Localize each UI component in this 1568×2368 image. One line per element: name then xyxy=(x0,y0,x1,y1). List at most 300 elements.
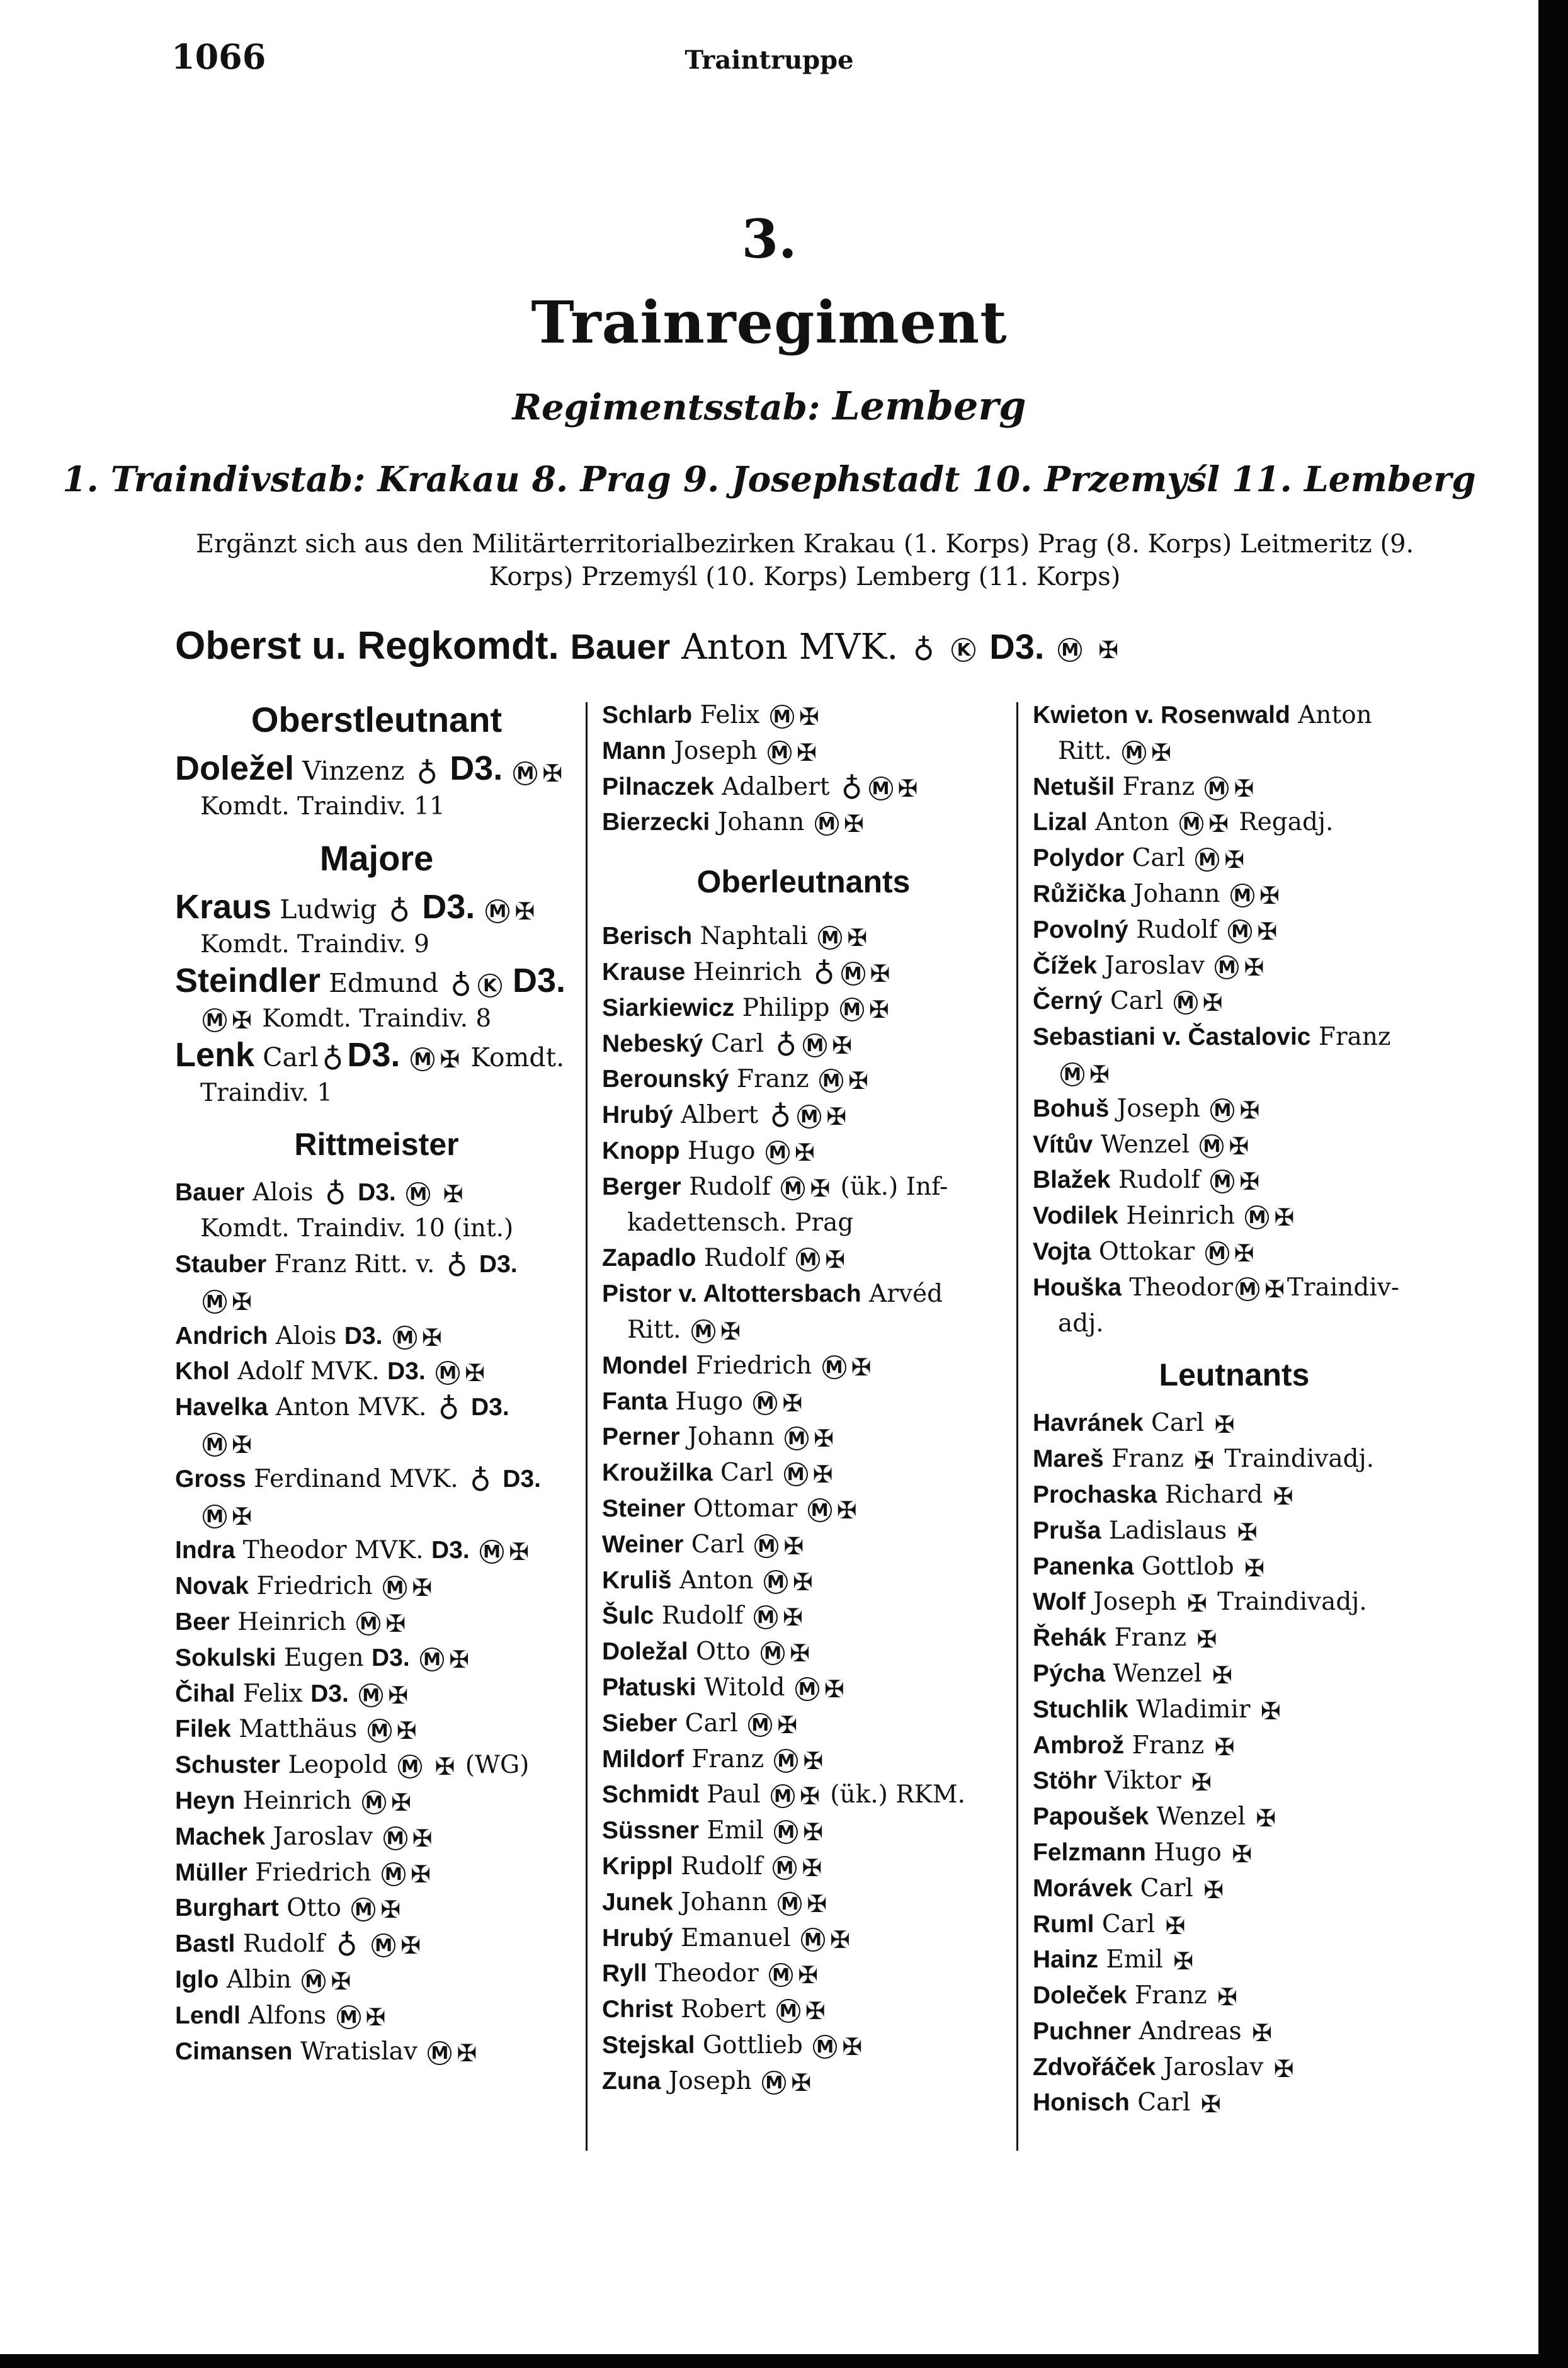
list-item: Bauer Alois ♁ D3. M ✠ xyxy=(175,1177,463,1212)
m-badge-icon: M xyxy=(764,1570,788,1594)
regimentsstab-line xyxy=(0,383,1538,429)
cross-icon: ✠ xyxy=(1234,774,1254,802)
cross-icon: ✠ xyxy=(465,1359,485,1387)
list-item: Mann Joseph M ✠ xyxy=(602,736,817,766)
list-item: Kwieton v. Rosenwald Anton xyxy=(1033,701,1372,729)
list-item-continuation: Komdt. Traindiv. 9 xyxy=(200,930,429,959)
list-item: Bohuš Joseph M ✠ xyxy=(1033,1094,1260,1124)
list-item: Junek Johann M ✠ xyxy=(602,1887,827,1918)
list-item: Heyn Heinrich M ✠ xyxy=(175,1786,411,1816)
m-badge-icon: M xyxy=(302,1969,326,1993)
list-item: Hrubý Emanuel M ✠ xyxy=(602,1923,850,1954)
cross-icon: ✠ xyxy=(1273,1482,1293,1510)
m-badge-icon: M xyxy=(776,1999,800,2023)
cross-icon: ✠ xyxy=(1186,1590,1207,1618)
cross-icon: ✠ xyxy=(836,1496,857,1524)
m-badge-icon: M xyxy=(768,741,792,765)
medal-icon: ♁ xyxy=(416,756,438,790)
medal-icon: ♁ xyxy=(912,632,935,667)
regiment-heading: Trainregiment xyxy=(531,288,1008,356)
m-badge-icon: M xyxy=(818,926,842,950)
cross-icon: ✠ xyxy=(1257,917,1278,945)
m-badge-icon: M xyxy=(840,998,864,1022)
cross-icon: ✠ xyxy=(385,1609,406,1637)
list-item: Bierzecki Johann M ✠ xyxy=(602,808,864,838)
m-badge-icon: M xyxy=(1200,1134,1224,1158)
cross-icon: ✠ xyxy=(410,1860,431,1888)
cross-icon: ✠ xyxy=(826,1103,847,1131)
m-badge-icon: M xyxy=(406,1182,430,1206)
list-item-continuation: Traindiv. 1 xyxy=(200,1078,332,1107)
list-item: Pýcha Wenzel ✠ xyxy=(1033,1659,1232,1689)
commander-line xyxy=(175,623,1121,668)
list-item: Doležel Vinzenz ♁ D3. M ✠ xyxy=(175,749,563,790)
list-item: Řehák Franz ✠ xyxy=(1033,1624,1217,1654)
list-item-continuation xyxy=(175,1498,578,1534)
cross-icon: ✠ xyxy=(807,1889,827,1918)
list-item: Bastl Rudolf ♁ M ✠ xyxy=(175,1928,421,1963)
cross-icon: ✠ xyxy=(796,738,817,766)
m-badge-icon: M xyxy=(762,2071,786,2095)
cross-icon: ✠ xyxy=(783,1603,803,1632)
m-badge-icon: M xyxy=(1230,884,1254,908)
column-1 xyxy=(175,698,578,2069)
m-badge-icon: M xyxy=(769,1963,793,1987)
k-badge-icon: K xyxy=(952,638,975,662)
m-badge-icon: M xyxy=(801,1928,825,1952)
list-item: Sokulski Eugen D3. M ✠ xyxy=(175,1643,469,1673)
section-heading-oberstleutnant: Oberstleutnant xyxy=(251,700,503,739)
cross-icon: ✠ xyxy=(390,1788,411,1816)
cross-icon: ✠ xyxy=(798,703,819,731)
medal-icon: ♁ xyxy=(813,956,835,991)
list-item: Zuna Joseph M ✠ xyxy=(602,2066,812,2097)
list-item: Vodilek Heinrich M ✠ xyxy=(1033,1202,1295,1232)
m-badge-icon: M xyxy=(797,1105,821,1129)
list-item-continuation: Ritt. M ✠ xyxy=(627,1315,741,1345)
cross-icon: ✠ xyxy=(803,1746,824,1775)
cross-icon: ✠ xyxy=(1244,1554,1264,1582)
list-item-continuation: Ritt. M ✠ xyxy=(1058,736,1171,766)
m-badge-icon: M xyxy=(1179,812,1203,836)
list-item: Filek Matthäus M ✠ xyxy=(175,1715,417,1745)
k-badge-icon: K xyxy=(478,974,502,998)
m-badge-icon: M xyxy=(362,1790,386,1814)
list-item: Mareš Franz ✠ Traindivadj. xyxy=(1033,1445,1375,1475)
m-badge-icon: M xyxy=(1174,991,1198,1015)
list-item: Nebeský Carl ♁ M ✠ xyxy=(602,1028,853,1062)
list-item: Stejskal Gottlieb M ✠ xyxy=(602,2030,863,2061)
cross-icon: ✠ xyxy=(851,1353,872,1381)
m-badge-icon: M xyxy=(1215,955,1239,979)
m-badge-icon: M xyxy=(1060,1062,1084,1086)
traindivstab-line: 1. Traindivstab: Krakau 8. Prag 9. Josephstadt 10. Przemyśl 11. Lemberg xyxy=(62,458,1476,499)
cross-icon: ✠ xyxy=(868,995,889,1023)
m-badge-icon: M xyxy=(383,1576,407,1600)
cross-icon: ✠ xyxy=(792,1568,813,1596)
medal-icon: ♁ xyxy=(389,894,411,929)
medal-icon: ♁ xyxy=(775,1028,797,1062)
section-heading-leutnants: Leutnants xyxy=(1159,1357,1310,1393)
list-item: Schmidt Paul M ✠ (ük.) RKM. xyxy=(602,1780,966,1811)
cross-icon: ✠ xyxy=(232,1006,252,1034)
list-item: Khol Adolf MVK. D3. M ✠ xyxy=(175,1357,485,1387)
m-badge-icon: M xyxy=(774,1820,798,1844)
m-badge-icon: M xyxy=(771,1784,795,1808)
cross-icon: ✠ xyxy=(824,1675,844,1703)
list-item: Vojta Ottokar M ✠ xyxy=(1033,1237,1254,1267)
cross-icon: ✠ xyxy=(802,1853,822,1882)
cross-icon: ✠ xyxy=(1200,2090,1221,2119)
m-badge-icon: M xyxy=(420,1648,444,1671)
m-badge-icon: M xyxy=(774,1749,798,1773)
m-badge-icon: M xyxy=(770,705,794,729)
m-badge-icon: M xyxy=(368,1719,392,1743)
list-item: Morávek Carl ✠ xyxy=(1033,1874,1224,1904)
list-item: Polydor Carl M ✠ xyxy=(1033,844,1245,874)
list-item-continuation: Komdt. Traindiv. 11 xyxy=(200,792,445,821)
list-item-continuation: adj. xyxy=(1058,1309,1104,1338)
list-item: Beer Heinrich M ✠ xyxy=(175,1607,406,1637)
cross-icon: ✠ xyxy=(812,1460,833,1489)
cross-icon: ✠ xyxy=(783,1532,804,1560)
list-item: Puchner Andreas ✠ xyxy=(1033,2017,1272,2047)
m-badge-icon: M xyxy=(748,1713,772,1737)
list-item: Panenka Gottlob ✠ xyxy=(1033,1552,1264,1582)
section-heading-majore: Majore xyxy=(319,838,434,878)
list-item: Berisch Naphtali M ✠ xyxy=(602,922,868,952)
m-badge-icon: M xyxy=(436,1361,460,1385)
list-item: Zdvořáček Jaroslav ✠ xyxy=(1033,2052,1294,2083)
cross-icon: ✠ xyxy=(1089,1060,1110,1088)
list-item: Šulc Rudolf M ✠ xyxy=(602,1602,803,1632)
cross-icon: ✠ xyxy=(440,1045,460,1074)
list-item: Kroužilka Carl M ✠ xyxy=(602,1459,833,1489)
cross-icon: ✠ xyxy=(805,1997,826,2025)
list-item: Stöhr Viktor ✠ xyxy=(1033,1767,1212,1797)
list-item: Gross Ferdinand MVK. ♁ D3. xyxy=(175,1463,541,1498)
m-badge-icon: M xyxy=(796,1248,820,1272)
m-badge-icon: M xyxy=(1210,1098,1234,1122)
list-item: Ruml Carl ✠ xyxy=(1033,1910,1186,1940)
cross-icon: ✠ xyxy=(825,1246,846,1274)
cross-icon: ✠ xyxy=(412,1574,433,1602)
m-badge-icon: M xyxy=(356,1612,380,1636)
cross-icon: ✠ xyxy=(1273,2054,1294,2083)
m-badge-icon: M xyxy=(773,1856,797,1880)
cross-icon: ✠ xyxy=(1202,989,1223,1017)
list-item: Kruliš Anton M ✠ xyxy=(602,1566,813,1596)
cross-icon: ✠ xyxy=(1239,1168,1260,1196)
page-number: 1066 xyxy=(171,37,266,77)
m-badge-icon: M xyxy=(428,2041,452,2065)
stab-label: Regimentsstab: xyxy=(512,387,821,428)
list-item: Stauber Franz Ritt. v. ♁ D3. xyxy=(175,1248,518,1283)
cross-icon: ✠ xyxy=(388,1681,409,1709)
list-item: Müller Friedrich M ✠ xyxy=(175,1858,431,1888)
m-badge-icon: M xyxy=(754,1605,778,1629)
m-badge-icon: M xyxy=(1205,1241,1229,1265)
list-item-continuation xyxy=(175,1426,578,1462)
list-item: Mondel Friedrich M ✠ xyxy=(602,1351,872,1381)
list-item: Fanta Hugo M ✠ xyxy=(602,1387,803,1417)
m-badge-icon: M xyxy=(808,1498,832,1522)
list-item: Ryll Theodor M ✠ xyxy=(602,1959,818,1989)
m-badge-icon: M xyxy=(869,777,893,800)
list-item: Pistor v. Altottersbach Arvéd xyxy=(602,1280,943,1309)
cross-icon: ✠ xyxy=(457,2039,477,2067)
list-item: Prochaska Richard ✠ xyxy=(1033,1480,1293,1510)
cross-icon: ✠ xyxy=(847,924,868,952)
cross-icon: ✠ xyxy=(842,2032,863,2061)
column-2 xyxy=(602,698,1005,2099)
m-badge-icon: M xyxy=(480,1540,504,1564)
m-badge-icon: M xyxy=(761,1641,785,1665)
section-heading-oberleutnants: Oberleutnants xyxy=(696,864,911,900)
cross-icon: ✠ xyxy=(232,1287,252,1316)
cross-icon: ✠ xyxy=(794,1138,815,1166)
m-badge-icon: M xyxy=(813,2035,837,2059)
list-item: Andrich Alois D3. M ✠ xyxy=(175,1321,442,1352)
list-item: Novak Friedrich M ✠ xyxy=(175,1572,433,1602)
m-badge-icon: M xyxy=(1205,777,1229,800)
cross-icon: ✠ xyxy=(720,1317,741,1345)
cross-icon: ✠ xyxy=(1252,2018,1272,2047)
medal-icon: ♁ xyxy=(336,1928,358,1963)
cross-icon: ✠ xyxy=(870,959,890,988)
cross-icon: ✠ xyxy=(509,1538,529,1566)
list-item-continuation: M ✠ Komdt. Traindiv. 8 xyxy=(175,1001,578,1037)
cross-icon: ✠ xyxy=(1260,1697,1281,1725)
m-badge-icon: M xyxy=(753,1391,777,1415)
list-item: Sieber Carl M ✠ xyxy=(602,1709,798,1739)
m-badge-icon: M xyxy=(1195,848,1219,872)
cross-icon: ✠ xyxy=(1194,1447,1215,1475)
m-badge-icon: M xyxy=(383,1826,407,1850)
cross-icon: ✠ xyxy=(443,1180,463,1209)
cross-icon: ✠ xyxy=(401,1932,421,1960)
cross-icon: ✠ xyxy=(1256,1804,1276,1833)
list-item: Machek Jaroslav M ✠ xyxy=(175,1822,433,1852)
m-badge-icon: M xyxy=(691,1319,715,1343)
list-item: Süssner Emil M ✠ xyxy=(602,1816,823,1847)
running-title: Traintruppe xyxy=(685,45,854,75)
cross-icon: ✠ xyxy=(1224,846,1245,874)
medal-icon: ♁ xyxy=(450,968,472,1003)
list-item: Steindler Edmund ♁ K D3. xyxy=(175,962,566,1003)
cross-icon: ✠ xyxy=(1244,953,1264,981)
list-item: Indra Theodor MVK. D3. M ✠ xyxy=(175,1536,529,1566)
cross-icon: ✠ xyxy=(1239,1096,1260,1124)
cross-icon: ✠ xyxy=(1214,1733,1235,1761)
list-item: Schuster Leopold M ✠ (WG) xyxy=(175,1751,530,1781)
list-item: Doleček Franz ✠ xyxy=(1033,1981,1237,2012)
m-badge-icon: M xyxy=(486,899,509,923)
m-badge-icon: M xyxy=(203,1008,227,1032)
m-badge-icon: M xyxy=(337,2005,361,2029)
cross-icon: ✠ xyxy=(1217,1983,1237,2012)
column-3 xyxy=(1033,698,1436,2121)
m-badge-icon: M xyxy=(841,962,865,986)
list-item: Steiner Ottomar M ✠ xyxy=(602,1494,857,1524)
cross-icon: ✠ xyxy=(848,1067,868,1095)
list-item: Hrubý Albert ♁ M ✠ xyxy=(602,1100,847,1134)
m-badge-icon: M xyxy=(795,1677,819,1701)
list-item: Ambrož Franz ✠ xyxy=(1033,1731,1235,1761)
cross-icon: ✠ xyxy=(830,1925,850,1954)
cross-icon: ✠ xyxy=(798,1961,818,1989)
ergaenzt-paragraph: Ergänzt sich aus den Militärterritorialbezirken Krakau (1. Korps) Prag (8. Korps) Leitmeritz (9. Korps) Przemyśl (10. Korps) Lemberg (11. Korps) xyxy=(195,530,1414,591)
list-item: Berger Rudolf M ✠ (ük.) Inf- xyxy=(602,1172,948,1202)
m-badge-icon: M xyxy=(513,761,537,785)
list-item: Felzmann Hugo ✠ xyxy=(1033,1838,1253,1868)
list-item: Sebastiani v. Častalovic Franz xyxy=(1033,1023,1391,1052)
m-badge-icon: M xyxy=(781,1176,805,1200)
cross-icon: ✠ xyxy=(1173,1947,1194,1976)
list-item: Pruša Ladislaus ✠ xyxy=(1033,1516,1258,1546)
m-badge-icon: M xyxy=(803,1033,827,1057)
list-item: Čihal Felix D3. M ✠ xyxy=(175,1679,409,1709)
list-item: Schlarb Felix M ✠ xyxy=(602,701,819,731)
list-item: Christ Robert M ✠ xyxy=(602,1995,826,2025)
cross-icon: ✠ xyxy=(832,1031,853,1059)
cross-icon: ✠ xyxy=(421,1323,442,1352)
cross-icon: ✠ xyxy=(1196,1625,1217,1654)
medal-icon: ♁ xyxy=(841,771,863,805)
commander-surname: Bauer xyxy=(570,627,671,666)
cross-icon: ✠ xyxy=(449,1645,469,1673)
cross-icon: ✠ xyxy=(1098,635,1118,664)
list-item-continuation: kadettensch. Prag xyxy=(627,1208,854,1237)
list-item: Houška Theodor M ✠ Traindiv- xyxy=(1033,1273,1400,1303)
list-item: Havránek Carl ✠ xyxy=(1033,1409,1235,1439)
list-item: Blažek Rudolf M ✠ xyxy=(1033,1166,1260,1196)
cross-icon: ✠ xyxy=(1264,1275,1285,1303)
cross-icon: ✠ xyxy=(1151,738,1171,766)
cross-icon: ✠ xyxy=(790,1639,810,1668)
m-badge-icon: M xyxy=(393,1326,417,1350)
list-item: Płatuski Witold M ✠ xyxy=(602,1673,844,1703)
list-item: Cimansen Wratislav M ✠ xyxy=(175,2037,477,2067)
cross-icon: ✠ xyxy=(1165,1911,1186,1940)
cross-icon: ✠ xyxy=(1259,881,1280,909)
m-badge-icon: M xyxy=(351,1898,375,1921)
list-item: Lendl Alfons M ✠ xyxy=(175,2001,386,2031)
list-item: Havelka Anton MVK. ♁ D3. xyxy=(175,1392,509,1426)
m-badge-icon: M xyxy=(411,1047,435,1071)
m-badge-icon: M xyxy=(766,1141,790,1164)
list-item: Wolf Joseph ✠ Traindivadj. xyxy=(1033,1588,1367,1618)
m-badge-icon: M xyxy=(359,1683,383,1707)
list-item: Netušil Franz M ✠ xyxy=(1033,772,1254,802)
m-badge-icon: M xyxy=(1210,1170,1234,1193)
list-item: Vítův Wenzel M ✠ xyxy=(1033,1130,1249,1160)
cross-icon: ✠ xyxy=(232,1430,252,1459)
m-badge-icon: M xyxy=(382,1862,406,1886)
medal-icon: ♁ xyxy=(322,1042,344,1077)
cross-icon: ✠ xyxy=(1214,1411,1235,1439)
commander-decoration: MVK. xyxy=(798,627,899,668)
commander-given: Anton xyxy=(681,627,788,668)
commander-d3: D3. xyxy=(989,627,1045,666)
medal-icon: ♁ xyxy=(324,1177,346,1212)
m-badge-icon: M xyxy=(1228,919,1252,943)
cross-icon: ✠ xyxy=(803,1818,823,1847)
cross-icon: ✠ xyxy=(1191,1768,1212,1797)
list-item: Růžička Johann M ✠ xyxy=(1033,879,1280,909)
m-badge-icon: M xyxy=(819,1069,843,1093)
list-item: Kraus Ludwig ♁ D3. M ✠ xyxy=(175,887,535,929)
list-item: Čížek Jaroslav M ✠ xyxy=(1033,951,1264,981)
regiment-numeral: 3. xyxy=(741,208,797,270)
cross-icon: ✠ xyxy=(1237,1518,1258,1546)
cross-icon: ✠ xyxy=(542,759,563,787)
scan-border-right xyxy=(1538,0,1568,2368)
m-badge-icon: M xyxy=(815,812,839,836)
cross-icon: ✠ xyxy=(412,1824,433,1852)
m-badge-icon: M xyxy=(203,1433,227,1457)
list-item-continuation: Komdt. Traindiv. 10 (int.) xyxy=(200,1214,514,1243)
commander-rank: Oberst u. Regkomdt. xyxy=(175,624,559,668)
column-rule-1 xyxy=(586,702,588,2151)
cross-icon: ✠ xyxy=(435,1753,455,1781)
list-item: Mildorf Franz M ✠ xyxy=(602,1745,824,1775)
list-item: Honisch Carl ✠ xyxy=(1033,2088,1221,2119)
cross-icon: ✠ xyxy=(1212,1661,1232,1689)
cross-icon: ✠ xyxy=(810,1174,831,1202)
cross-icon: ✠ xyxy=(800,1782,820,1811)
cross-icon: ✠ xyxy=(396,1717,417,1745)
m-badge-icon: M xyxy=(372,1933,395,1957)
cross-icon: ✠ xyxy=(843,810,864,838)
cross-icon: ✠ xyxy=(782,1389,803,1417)
m-badge-icon: M xyxy=(784,1462,808,1486)
list-item: Berounský Franz M ✠ xyxy=(602,1065,868,1095)
list-item: Zapadlo Rudolf M ✠ xyxy=(602,1244,846,1274)
cross-icon: ✠ xyxy=(777,1711,798,1739)
m-badge-icon: M xyxy=(1245,1205,1269,1229)
list-item: Perner Johann M ✠ xyxy=(602,1423,834,1453)
m-badge-icon: M xyxy=(203,1505,227,1528)
list-item: Lenk Carl ♁ D3. M ✠ Komdt. xyxy=(175,1035,565,1077)
scan-border-bottom xyxy=(0,2354,1568,2368)
list-item: Siarkiewicz Philipp M ✠ xyxy=(602,993,889,1023)
list-item: Krause Heinrich ♁ M ✠ xyxy=(602,956,890,991)
cross-icon: ✠ xyxy=(380,1896,401,1924)
m-badge-icon: M xyxy=(1058,638,1082,662)
list-item: Krippl Rudolf M ✠ xyxy=(602,1852,822,1882)
m-badge-icon: M xyxy=(754,1534,778,1558)
cross-icon: ✠ xyxy=(791,2068,812,2097)
m-badge-icon: M xyxy=(1122,741,1146,765)
list-item-continuation xyxy=(1033,1056,1436,1091)
cross-icon: ✠ xyxy=(1234,1239,1254,1267)
cross-icon: ✠ xyxy=(1229,1132,1249,1160)
m-badge-icon: M xyxy=(203,1290,227,1314)
list-item: Papoušek Wenzel ✠ xyxy=(1033,1802,1276,1833)
list-item: Iglo Albin M ✠ xyxy=(175,1965,351,1995)
cross-icon: ✠ xyxy=(514,897,535,926)
list-item-continuation xyxy=(175,1283,578,1319)
list-item: Stuchlik Wladimir ✠ xyxy=(1033,1695,1281,1725)
list-item: Burghart Otto M ✠ xyxy=(175,1894,401,1924)
m-badge-icon: M xyxy=(1236,1277,1259,1301)
m-badge-icon: M xyxy=(778,1892,802,1916)
stab-place: Lemberg xyxy=(832,383,1026,429)
medal-icon: ♁ xyxy=(446,1248,468,1283)
m-badge-icon: M xyxy=(822,1355,846,1379)
cross-icon: ✠ xyxy=(1274,1204,1295,1232)
